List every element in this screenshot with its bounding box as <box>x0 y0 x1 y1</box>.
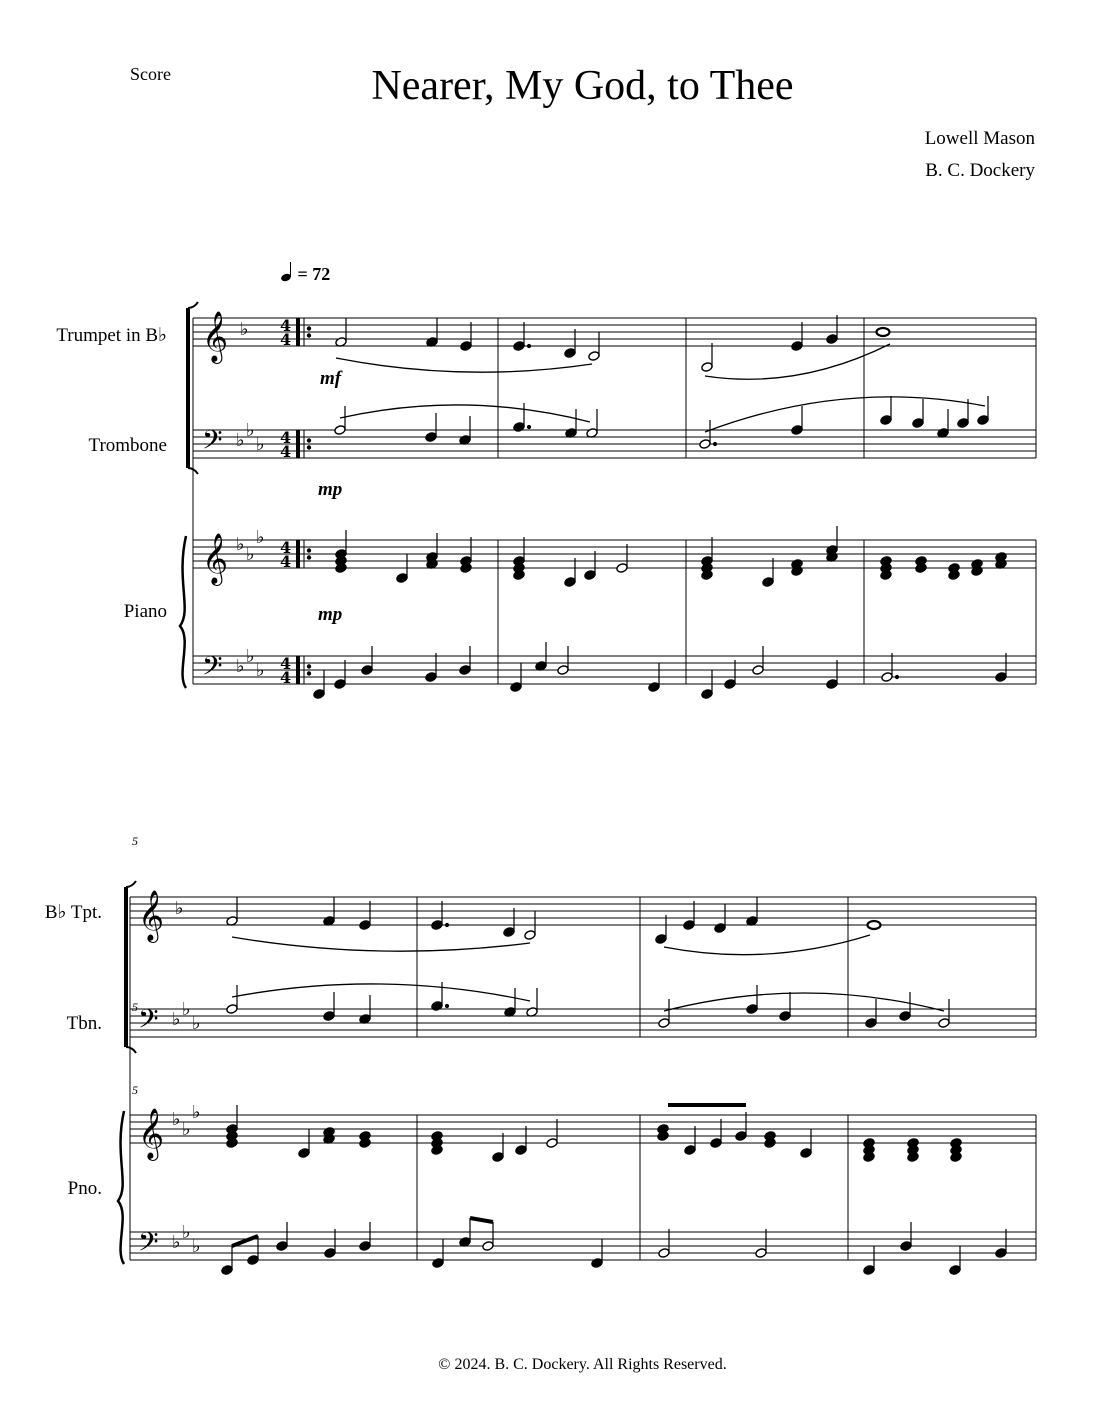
notehead <box>655 934 667 945</box>
flat-icon: ♭ <box>256 434 265 455</box>
notehead <box>431 1001 443 1012</box>
flat-icon: ♭ <box>192 1102 201 1123</box>
notehead <box>995 672 1007 683</box>
notehead <box>880 415 892 426</box>
notehead <box>826 334 838 345</box>
time-signature-top: 4 <box>280 654 292 673</box>
flat-icon: ♭ <box>192 1013 201 1034</box>
slur <box>705 397 985 432</box>
notehead <box>881 672 893 683</box>
notehead <box>313 689 325 700</box>
bracket-hook <box>126 881 136 887</box>
dynamic-piano: mp <box>318 604 343 625</box>
flat-icon: ♭ <box>236 534 245 555</box>
treble-clef-icon: 𝄞 <box>202 533 229 584</box>
dot <box>445 1004 448 1007</box>
dot <box>527 425 530 428</box>
flat-icon: ♭ <box>172 1232 181 1253</box>
notehead <box>221 1265 233 1276</box>
notehead <box>791 341 803 352</box>
time-signature-top: 4 <box>280 316 292 335</box>
dot <box>713 442 716 445</box>
notehead <box>361 665 373 676</box>
notehead <box>482 1241 494 1252</box>
notehead <box>977 415 989 426</box>
notehead <box>247 1255 259 1266</box>
repeat-dot <box>307 446 310 449</box>
notehead <box>648 682 660 693</box>
bracket-hook <box>188 302 198 308</box>
trumpet-short-label: B♭ Tpt. <box>44 902 102 923</box>
time-signature-top: 4 <box>280 428 292 447</box>
page-title: Nearer, My God, to Thee <box>371 63 794 109</box>
notehead <box>588 351 600 362</box>
flat-icon: ♭ <box>256 660 265 681</box>
notehead <box>699 439 711 450</box>
trombone-short-label: Tbn. <box>66 1013 102 1034</box>
score-label: Score <box>130 64 171 84</box>
tempo-value: = 72 <box>297 264 331 284</box>
time-signature-top: 4 <box>280 538 292 557</box>
dynamic-trumpet: mf <box>320 368 342 389</box>
piano-brace <box>118 1111 124 1264</box>
slur <box>336 358 592 372</box>
notehead <box>359 920 371 931</box>
notehead <box>359 1241 371 1252</box>
flat-icon: ♭ <box>246 646 255 667</box>
notehead <box>510 682 522 693</box>
repeat-dot <box>307 439 310 442</box>
notehead <box>276 1241 288 1252</box>
treble-clef-icon: 𝄞 <box>138 1108 165 1159</box>
notehead <box>334 425 346 436</box>
notehead <box>334 679 346 690</box>
repeat-dot <box>307 327 310 330</box>
notehead <box>546 1138 558 1149</box>
flat-icon: ♭ <box>240 319 249 340</box>
notehead <box>591 1258 603 1269</box>
repeat-dot <box>307 672 310 675</box>
piano-short-label: Pno. <box>67 1178 102 1199</box>
notehead <box>865 1018 877 1029</box>
flat-icon: ♭ <box>246 544 255 565</box>
notehead <box>800 1148 812 1159</box>
notehead <box>949 1265 961 1276</box>
dynamic-trombone: mp <box>318 479 343 500</box>
notehead <box>616 563 628 574</box>
bass-clef-icon: 𝄢 <box>138 1003 159 1041</box>
notehead <box>724 679 736 690</box>
notehead <box>938 1018 950 1029</box>
time-signature-bottom: 4 <box>280 330 292 349</box>
time-signature-bottom: 4 <box>280 552 292 571</box>
flat-icon: ♭ <box>236 430 245 451</box>
flat-icon: ♭ <box>172 1109 181 1130</box>
dot <box>895 675 898 678</box>
notehead <box>755 1248 767 1259</box>
notehead <box>714 923 726 934</box>
treble-clef-icon: 𝄞 <box>202 311 229 362</box>
notehead <box>431 920 443 931</box>
notehead <box>425 672 437 683</box>
notehead <box>683 920 695 931</box>
dot <box>445 923 448 926</box>
notehead <box>396 573 408 584</box>
notehead <box>557 665 569 676</box>
bass-clef-icon: 𝄢 <box>202 424 223 462</box>
flat-icon: ♭ <box>182 1222 191 1243</box>
notehead <box>957 418 969 429</box>
flat-icon: ♭ <box>172 1009 181 1030</box>
notehead <box>658 1248 670 1259</box>
notehead <box>324 1248 336 1259</box>
time-signature-bottom: 4 <box>280 442 292 461</box>
repeat-dot <box>307 334 310 337</box>
flat-icon: ♭ <box>192 1236 201 1257</box>
notehead <box>425 432 437 443</box>
notehead <box>564 577 576 588</box>
notehead <box>524 930 536 941</box>
notehead <box>513 341 525 352</box>
repeat-dot <box>307 665 310 668</box>
copyright-footer: © 2024. B. C. Dockery. All Rights Reserved. <box>438 1356 727 1373</box>
notehead <box>863 1265 875 1276</box>
bracket-hook <box>126 1047 136 1053</box>
whole-note <box>868 921 881 929</box>
slur <box>664 935 870 955</box>
flat-icon: ♭ <box>256 527 265 548</box>
whole-note <box>877 328 890 336</box>
notehead <box>658 1018 670 1029</box>
repeat-dot <box>307 549 310 552</box>
notehead <box>432 1258 444 1269</box>
notehead <box>459 665 471 676</box>
piano-label: Piano <box>123 601 167 622</box>
slur <box>232 937 530 951</box>
notehead <box>735 1131 747 1142</box>
notehead <box>564 348 576 359</box>
notehead <box>584 570 596 581</box>
notehead <box>515 1145 527 1156</box>
slur <box>340 405 590 422</box>
notehead <box>912 418 924 429</box>
notehead <box>900 1241 912 1252</box>
measure-number: 5 <box>132 1083 138 1097</box>
flat-icon: ♭ <box>246 420 255 441</box>
notehead <box>684 1145 696 1156</box>
notehead <box>791 425 803 436</box>
repeat-dot <box>307 556 310 559</box>
notehead <box>826 679 838 690</box>
bass-clef-icon: 𝄢 <box>202 650 223 688</box>
trumpet-label: Trumpet in B♭ <box>56 325 167 346</box>
composer-credit: Lowell Mason <box>924 128 1035 149</box>
flat-icon: ♭ <box>175 898 184 919</box>
notehead <box>701 362 713 373</box>
notehead <box>899 1011 911 1022</box>
measure-number: 5 <box>132 834 138 848</box>
notehead <box>995 1248 1007 1259</box>
treble-clef-icon: 𝄞 <box>138 890 165 941</box>
slur <box>664 993 944 1011</box>
bass-clef-icon: 𝄢 <box>138 1226 159 1264</box>
notehead <box>298 1148 310 1159</box>
notehead <box>746 1004 758 1015</box>
dot <box>527 344 530 347</box>
notehead <box>710 1138 722 1149</box>
flat-icon: ♭ <box>182 999 191 1020</box>
trombone-label: Trombone <box>88 435 167 456</box>
notehead <box>226 1004 238 1015</box>
notehead <box>779 1011 791 1022</box>
arranger-credit: B. C. Dockery <box>925 160 1035 181</box>
beam <box>232 1236 258 1246</box>
time-signature-bottom: 4 <box>280 668 292 687</box>
notehead <box>323 1011 335 1022</box>
notehead <box>513 422 525 433</box>
flat-icon: ♭ <box>182 1119 191 1140</box>
notehead <box>752 665 764 676</box>
notehead <box>762 577 774 588</box>
notehead <box>492 1152 504 1163</box>
slur <box>232 984 530 1001</box>
flat-icon: ♭ <box>236 656 245 677</box>
notehead <box>701 689 713 700</box>
beam <box>470 1218 493 1222</box>
notehead <box>460 341 472 352</box>
measure-number: 5 <box>132 1000 138 1014</box>
piano-brace <box>180 536 186 688</box>
notehead <box>503 927 515 938</box>
